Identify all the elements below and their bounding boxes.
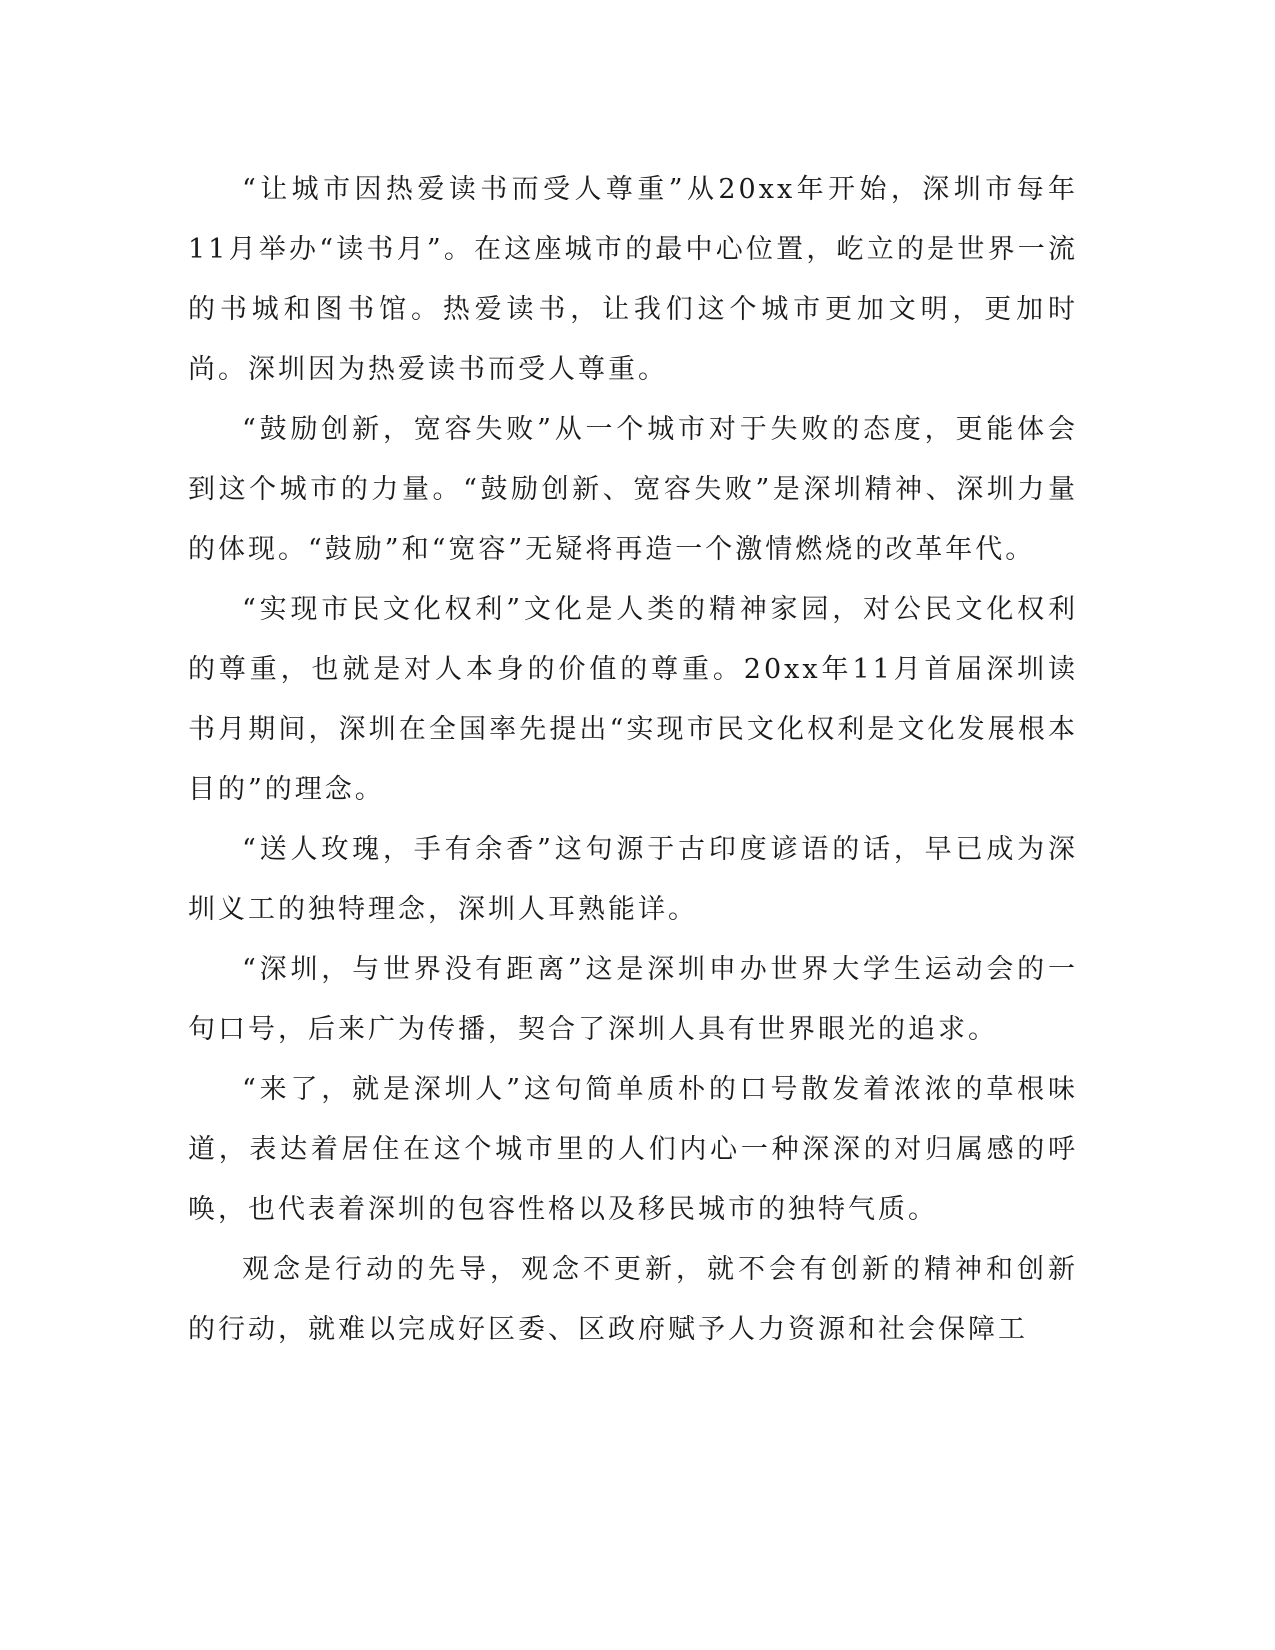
paragraph-concept: 观念是行动的先导，观念不更新，就不会有创新的精神和创新的行动，就难以完成好区委、区政府赋予人力资源和社会保障工 bbox=[188, 1254, 1078, 1345]
paragraph-reading-month: “让城市因热爱读书而受人尊重”从20xx年开始，深圳市每年11月举办“读书月”。在这座城市的最中心位置，屹立的是世界一流的书城和图书馆。热爱读书，让我们这个城市更加文明，更加时尚。深圳因为热爱读书而受人尊重。 bbox=[188, 174, 1078, 385]
paragraph-roses: “送人玫瑰，手有余香”这句源于古印度谚语的话，早已成为深圳义工的独特理念，深圳人耳熟能详。 bbox=[188, 834, 1078, 925]
paragraph-cultural-rights: “实现市民文化权利”文化是人类的精神家园，对公民文化权利的尊重，也就是对人本身的价值的尊重。20xx年11月首届深圳读书月期间，深圳在全国率先提出“实现市民文化权利是文化发展根本目的”的理念。 bbox=[188, 594, 1078, 805]
paragraph-no-distance: “深圳，与世界没有距离”这是深圳申办世界大学生运动会的一句口号，后来广为传播，契合了深圳人具有世界眼光的追求。 bbox=[188, 954, 1078, 1045]
paragraph-shenzhen-people: “来了，就是深圳人”这句简单质朴的口号散发着浓浓的草根味道，表达着居住在这个城市里的人们内心一种深深的对归属感的呼唤，也代表着深圳的包容性格以及移民城市的独特气质。 bbox=[188, 1074, 1078, 1225]
paragraph-encourage-innovation: “鼓励创新，宽容失败”从一个城市对于失败的态度，更能体会到这个城市的力量。“鼓励创新、宽容失败”是深圳精神、深圳力量的体现。“鼓励”和“宽容”无疑将再造一个激情燃烧的改革年代。 bbox=[188, 414, 1078, 565]
document-body bbox=[188, 160, 1078, 1360]
